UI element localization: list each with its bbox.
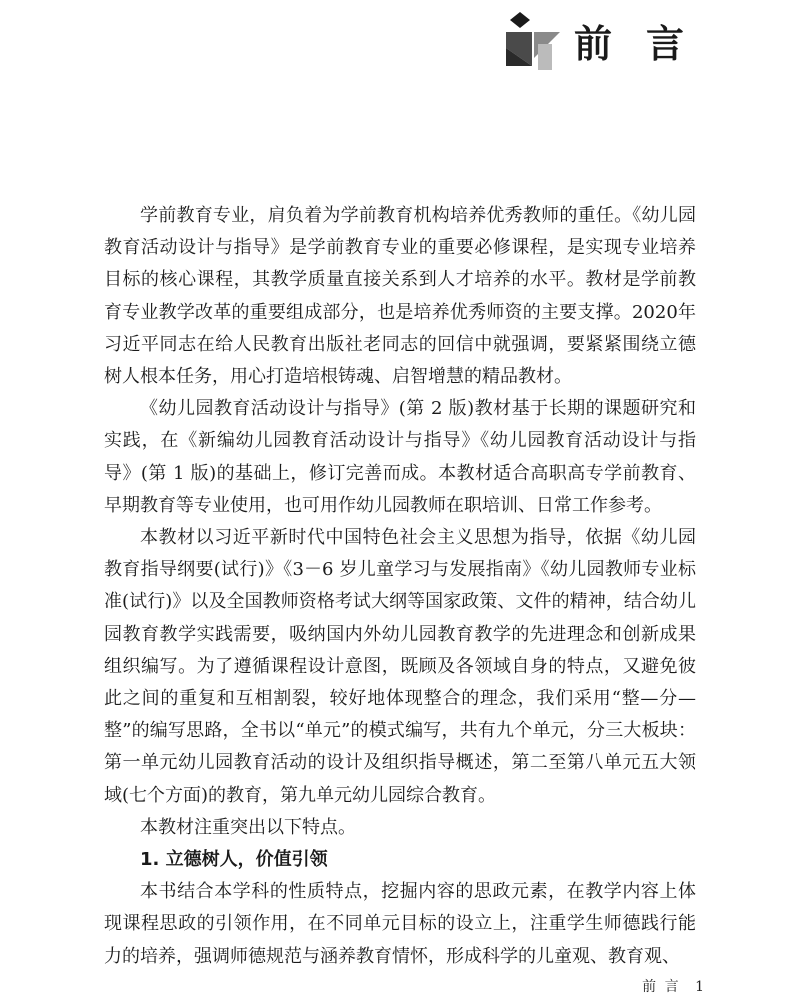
- page-title: 前言: [574, 21, 719, 66]
- section-heading: 1. 立德树人，价值引领: [140, 849, 328, 871]
- paragraph: 本教材注重突出以下特点。: [140, 816, 356, 838]
- running-title: 前 言: [642, 979, 681, 995]
- paragraph: 本书结合本学科的性质特点，挖掘内容的思政元素，在教学内容上体现课程思政的引领作用，在不同单元目标的设立上，注重学生师德践行能力的培养，强调师德规范与涵养教育情怀，形成科学的儿童观、教育观、: [104, 881, 696, 967]
- paragraph: 《幼儿园教育活动设计与指导》(第 2 版)教材基于长期的课题研究和实践，在《新编幼儿园教育活动设计与指导》《幼儿园教育活动设计与指导》(第 1 版)的基础上，修订完善而成。本教材适合高职高专学前教育、早期教育等专业使用，也可用作幼儿园教师在职培训、日常工作参考。: [104, 398, 696, 516]
- paragraph: 学前教育专业，肩负着为学前教育机构培养优秀教师的重任。《幼儿园教育活动设计与指导》是学前教育专业的重要必修课程，是实现专业培养目标的核心课程，其教学质量直接关系到人才培养的水平。教材是学前教育专业教学改革的重要组成部分，也是培养优秀师资的主要支撑。2020年习近平同志在给人民教育出版社老同志的回信中就强调，要紧紧围绕立德树人根本任务，用心打造培根铸魂、启智增慧的精品教材。: [104, 205, 696, 388]
- paragraph: 本教材以习近平新时代中国特色社会主义思想为指导，依据《幼儿园教育指导纲要(试行)》《3－6 岁儿童学习与发展指南》《幼儿园教师专业标准(试行)》以及全国教师资格考试大纲等国家政策、文件的精神，结合幼儿园教育教学实践需要，吸纳国内外幼儿园教育教学的先进理念和创新成果组织编写。为了遵循课程设计意图，既顾及各领域自身的特点，又避免彼此之间的重复和互相割裂，较好地体现整合的理念，我们采用“整—分—整”的编写思路，全书以“单元”的模式编写，共有九个单元，分三大板块：第一单元幼儿园教育活动的设计及组织指导概述，第二至第八单元五大领域(七个方面)的教育，第九单元幼儿园综合教育。: [104, 527, 696, 806]
- header-logo-icon: [500, 8, 566, 74]
- body-text: [104, 200, 696, 973]
- page-footer: [642, 978, 704, 996]
- page-number: 1: [695, 979, 704, 995]
